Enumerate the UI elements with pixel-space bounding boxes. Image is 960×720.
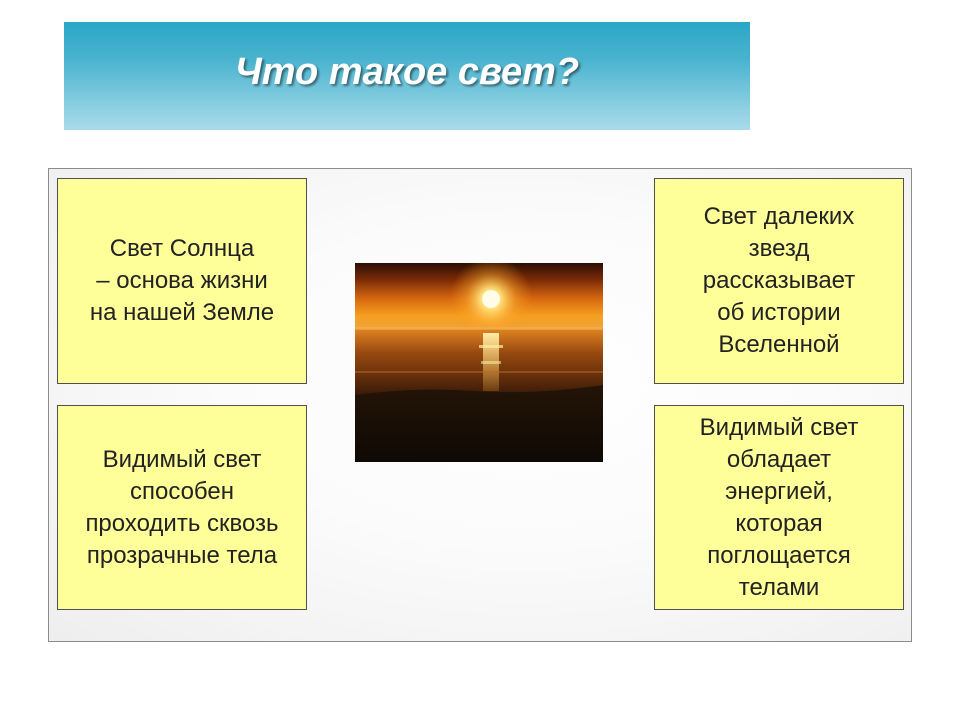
title-banner xyxy=(64,22,750,130)
card-sunlight-basis-of-life: Свет Солнца – основа жизни на нашей Земле xyxy=(57,178,307,384)
slide-title: Что такое свет? xyxy=(234,51,580,93)
card-light-passes-transparent-bodies: Видимый свет способен проходить сквозь прозрачные тела xyxy=(57,405,307,610)
card-starlight-universe-history: Свет далеких звезд рассказывает об истории Вселенной xyxy=(654,178,904,384)
card-light-energy-absorbed: Видимый свет обладает энергией, которая поглощается телами xyxy=(654,405,904,610)
sunset-image xyxy=(355,263,603,462)
